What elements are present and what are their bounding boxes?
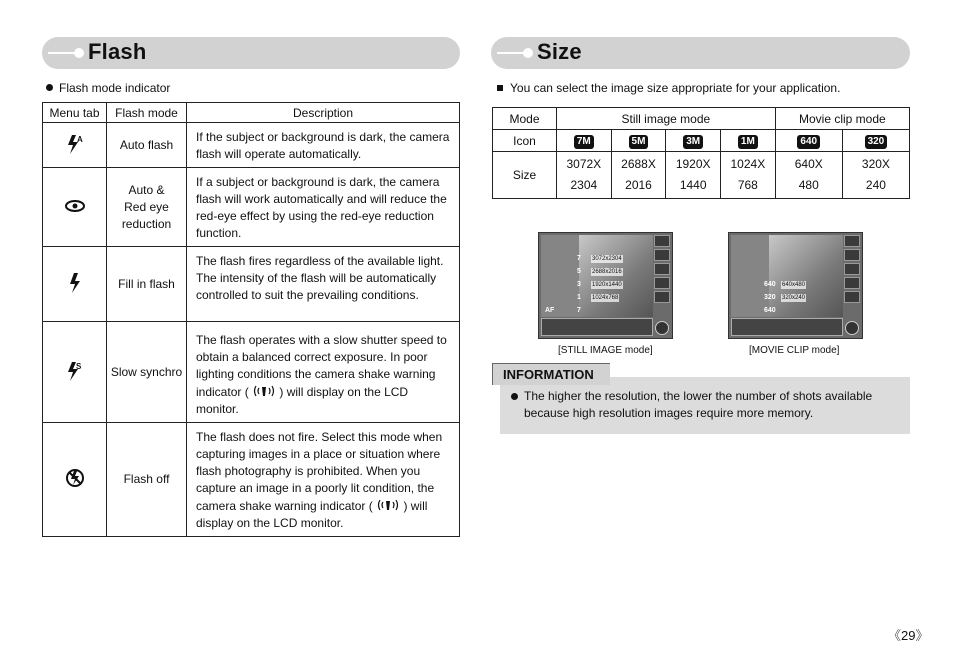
- still-image-mode-label: Still image mode: [557, 108, 776, 130]
- lcd-bottom-bar: [541, 318, 653, 336]
- mode-label: Mode: [493, 108, 557, 130]
- desc-flash-off: The flash does not fire. Select this mode when capturing images in a place or situation where flash photography is prohibited. When you capture an image in a poorly lit condition, the camera shake warning indicator ( ) will display on the LCD monitor.: [187, 423, 460, 537]
- flash-intro: Flash mode indicator: [46, 81, 170, 95]
- icon-label: Icon: [493, 130, 557, 152]
- lcd-movie-clip: [728, 232, 863, 339]
- size-cell: 2688X 2016: [611, 152, 666, 199]
- table-row: [43, 168, 460, 247]
- banner-line: [48, 52, 74, 54]
- information-box: [500, 377, 910, 434]
- header-menu-tab: Menu tab: [43, 103, 107, 123]
- movie-clip-caption: [MOVIE CLIP mode]: [749, 345, 840, 356]
- flash-off-icon: [43, 423, 107, 537]
- banner-dot: [523, 48, 533, 58]
- size-cell: 320X 240: [842, 152, 909, 199]
- lcd-size-label: 1920x1440: [592, 282, 622, 288]
- bullet-icon: [497, 85, 503, 91]
- size-cell: 3072X 2304: [557, 152, 612, 199]
- lcd-size-label: 1024x768: [592, 295, 619, 301]
- size-cell: 1024X 768: [721, 152, 776, 199]
- desc-slow-synchro: The flash operates with a slow shutter speed to obtain a balanced correct exposure. In poor lighting conditions the camera shake warning indicator ( ) will display on the LCD monitor.: [187, 322, 460, 423]
- shake-warning-icon: [376, 497, 400, 513]
- lcd-size-label: 320x240: [782, 295, 806, 301]
- mode-red-eye: Auto & Red eye reduction: [107, 168, 187, 247]
- banner-line: [497, 52, 523, 54]
- table-row: [43, 322, 460, 423]
- lcd-screen: 640 320 640 640x480 320x240: [731, 235, 843, 317]
- desc-fill-flash: The flash fires regardless of the available light. The intensity of the flash will be automatically controlled to suit the prevailing conditions.: [187, 247, 460, 322]
- lcd-photo: [769, 235, 843, 317]
- table-header-row: [43, 103, 460, 123]
- bullet-icon: [511, 393, 518, 400]
- header-flash-mode: Flash mode: [107, 103, 187, 123]
- bullet-icon: [46, 84, 53, 91]
- svg-text:A: A: [76, 134, 83, 144]
- still-image-caption: [STILL IMAGE mode]: [558, 345, 653, 356]
- information-text: The higher the resolution, the lower the number of shots available because high resolution images require more memory.: [524, 389, 873, 420]
- table-row: [43, 247, 460, 322]
- desc-auto-flash: If the subject or background is dark, the camera flash will operate automatically.: [187, 123, 460, 168]
- table-row: [493, 108, 910, 130]
- header-description: Description: [187, 103, 460, 123]
- shake-warning-icon: [252, 383, 276, 399]
- size-title: Size: [537, 39, 582, 64]
- table-row: [43, 423, 460, 537]
- svg-text:S: S: [75, 361, 81, 371]
- size-label: Size: [493, 152, 557, 199]
- banner-dot: [74, 48, 84, 58]
- size-intro: You can select the image size appropriate for your application.: [497, 81, 840, 95]
- size-cell: 640X 480: [775, 152, 842, 199]
- table-row: [493, 152, 910, 199]
- size-5m-icon: 5M: [611, 130, 666, 152]
- table-row: [43, 123, 460, 168]
- lcd-size-label: 640x480: [782, 282, 806, 288]
- lcd-screen: 7 5 3 1 7 3072x2304 2688x2016 1920x1440 1024x768 AF: [541, 235, 653, 317]
- lcd-bottom-bar: [731, 318, 843, 336]
- size-table: [492, 107, 910, 199]
- page-number: 《29》: [888, 628, 929, 643]
- lcd-round-button: [845, 321, 859, 335]
- mode-auto-flash: Auto flash: [107, 123, 187, 168]
- size-7m-icon: 7M: [557, 130, 612, 152]
- lcd-size-label: 3072x2304: [592, 256, 622, 262]
- lcd-round-button: [655, 321, 669, 335]
- lcd-still-image: [538, 232, 673, 339]
- slow-synchro-icon: [43, 322, 107, 423]
- information-label: INFORMATION: [492, 363, 610, 385]
- lcd-side-buttons: [654, 235, 670, 317]
- mode-flash-off: Flash off: [107, 423, 187, 537]
- flash-title: Flash: [88, 39, 147, 64]
- red-eye-icon: [43, 168, 107, 247]
- mode-fill-flash: Fill in flash: [107, 247, 187, 322]
- movie-clip-mode-label: Movie clip mode: [775, 108, 909, 130]
- size-640-icon: 640: [775, 130, 842, 152]
- lcd-size-label: 2688x2016: [592, 269, 622, 275]
- flash-mode-table: [42, 102, 460, 537]
- flash-section-banner: [42, 37, 460, 69]
- size-3m-icon: 3M: [666, 130, 721, 152]
- auto-flash-icon: [43, 123, 107, 168]
- table-row: [493, 130, 910, 152]
- mode-slow-synchro: Slow synchro: [107, 322, 187, 423]
- size-1m-icon: 1M: [721, 130, 776, 152]
- size-320-icon: 320: [842, 130, 909, 152]
- size-cell: 1920X 1440: [666, 152, 721, 199]
- lcd-photo: [579, 235, 653, 317]
- fill-flash-icon: [43, 247, 107, 322]
- size-section-banner: [491, 37, 910, 69]
- desc-red-eye: If a subject or background is dark, the camera flash will work automatically and will reduce the red-eye effect by using the red-eye reduction function.: [187, 168, 460, 247]
- lcd-side-buttons: [844, 235, 860, 317]
